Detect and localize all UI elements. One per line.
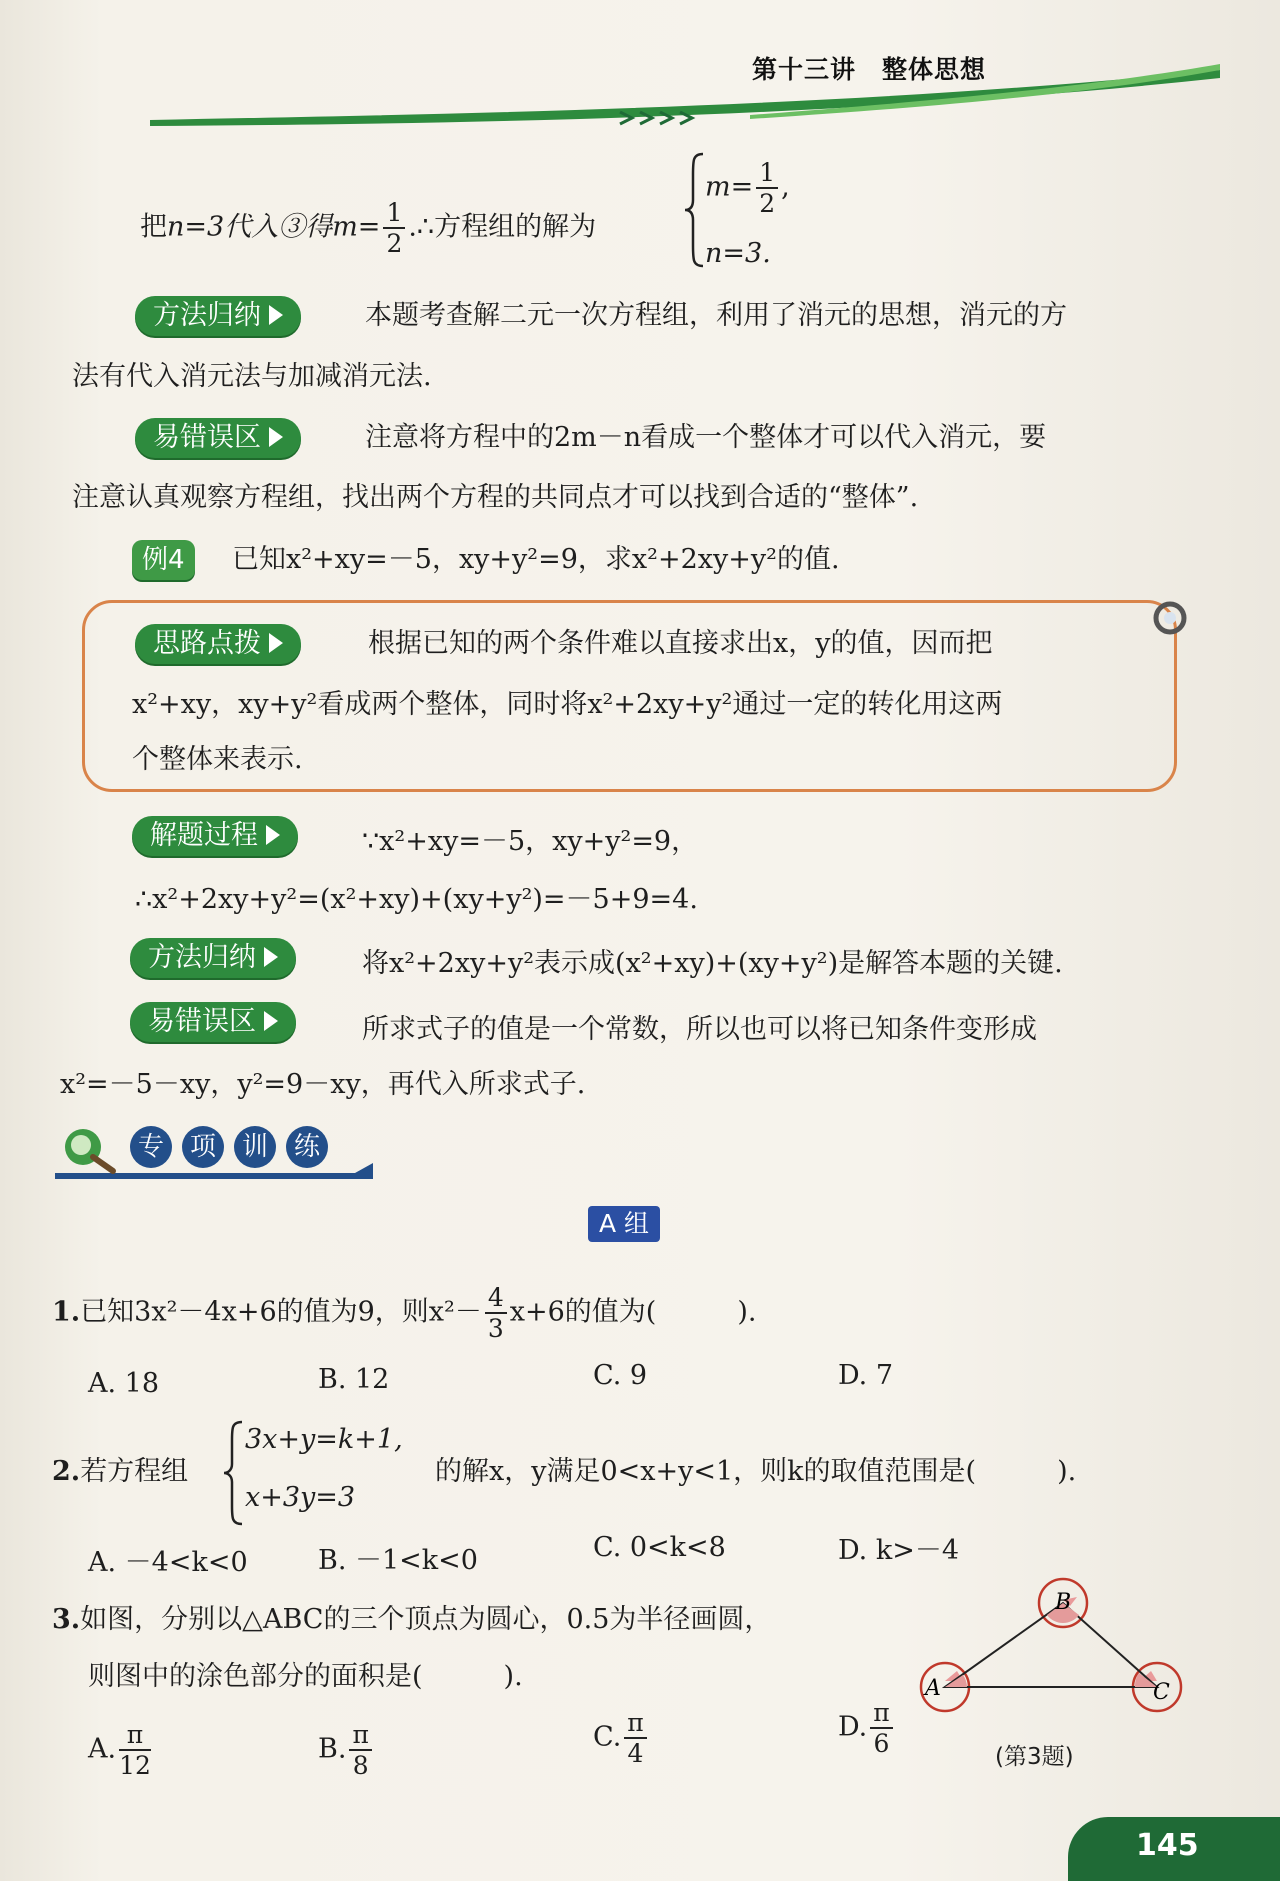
- error-text: 注意认真观察方程组，找出两个方程的共同点才可以找到合适的“整体”.: [72, 482, 919, 513]
- thinking-text: 根据已知的两个条件难以直接求出x，y的值，因而把: [368, 628, 993, 659]
- solving-text: ∵x²+xy=－5，xy+y²=9，: [362, 826, 699, 857]
- error-zone-tag: 易错误区: [130, 1002, 296, 1042]
- choice-c[interactable]: C. $\frac{\pi}{4}$: [593, 1710, 650, 1766]
- solving-process-tag: 解题过程: [132, 816, 298, 856]
- error-zone-tag: 易错误区: [135, 418, 301, 458]
- choice-c[interactable]: C. 9: [593, 1360, 648, 1391]
- banner-char: 练: [286, 1126, 328, 1168]
- question-1: 1.已知3x²－4x+6的值为9，则x²－ $\frac{4}{3}$ x+6的值为( ).: [52, 1283, 757, 1343]
- vertex-label-c: C: [1153, 1680, 1170, 1705]
- system-brace: [222, 1418, 246, 1528]
- thinking-text: 个整体来表示.: [132, 744, 303, 775]
- method-text: 法有代入消元法与加减消元法.: [72, 361, 432, 392]
- triangle-figure: [915, 1575, 1185, 1735]
- error-text: 注意将方程中的2m－n看成一个整体才可以代入消元，要: [365, 422, 1047, 453]
- solution-line: 把n=3代入③得m= $\frac{1}{2}$ .∴方程组的解为: [140, 198, 597, 258]
- question-2-suffix: 的解x，y满足0<x+y<1，则k的取值范围是( ).: [435, 1456, 1077, 1487]
- method-summary-tag: 方法归纳: [130, 938, 296, 978]
- example-tag: 例4: [132, 540, 195, 580]
- system-brace: [683, 150, 707, 270]
- choice-a[interactable]: A. 18: [88, 1368, 160, 1399]
- vertex-label-b: B: [1055, 1590, 1072, 1615]
- question-2-prefix: 2.若方程组: [52, 1456, 189, 1487]
- method-text: 将x²+2xy+y²表示成(x²+xy)+(xy+y²)是解答本题的关键.: [362, 948, 1063, 979]
- figure-caption: (第3题): [995, 1744, 1074, 1770]
- banner-char: 项: [182, 1126, 224, 1168]
- play-arrow-icon: [264, 1011, 278, 1031]
- solution-m: m= $\frac{1}{2}$ ,: [705, 158, 790, 218]
- solving-text: ∴x²+2xy+y²=(x²+xy)+(xy+y²)=－5+9=4.: [135, 884, 698, 915]
- play-arrow-icon: [269, 427, 283, 447]
- choice-c[interactable]: C. 0<k<8: [593, 1532, 726, 1563]
- question-3-line2: 则图中的涂色部分的面积是( ).: [88, 1661, 523, 1692]
- banner-char: 训: [234, 1126, 276, 1168]
- choice-b[interactable]: B. 12: [318, 1364, 390, 1395]
- play-arrow-icon: [264, 947, 278, 967]
- play-arrow-icon: [266, 825, 280, 845]
- thinking-tag: 思路点拨: [135, 624, 301, 664]
- group-label: A 组: [588, 1206, 660, 1242]
- error-text: 所求式子的值是一个常数，所以也可以将已知条件变形成: [362, 1014, 1037, 1045]
- choice-b[interactable]: B. $\frac{\pi}{8}$: [318, 1722, 375, 1778]
- vertex-label-a: A: [925, 1676, 941, 1701]
- choice-d[interactable]: D. 7: [838, 1360, 894, 1391]
- choice-d[interactable]: D. $\frac{\pi}{6}$: [838, 1700, 896, 1756]
- page-number: 145: [1068, 1817, 1280, 1881]
- thinking-text: x²+xy，xy+y²看成两个整体，同时将x²+2xy+y²通过一定的转化用这两: [132, 689, 1003, 720]
- banner-char: 专: [130, 1126, 172, 1168]
- choice-d[interactable]: D. k>－4: [838, 1535, 960, 1566]
- equation-2: x+3y=3: [245, 1482, 356, 1513]
- question-3-line1: 3.如图，分别以△ABC的三个顶点为圆心，0.5为半径画圆，: [52, 1604, 772, 1635]
- chapter-title: 第十三讲 整体思想: [752, 55, 987, 84]
- header-swoosh: [150, 40, 1220, 130]
- choice-b[interactable]: B. －1<k<0: [318, 1545, 478, 1576]
- solution-n: n=3.: [705, 238, 771, 269]
- choice-a[interactable]: A. －4<k<0: [88, 1547, 248, 1578]
- special-training-title: [130, 1126, 370, 1170]
- play-arrow-icon: [269, 633, 283, 653]
- example-text: 已知x²+xy=－5，xy+y²=9，求x²+2xy+y²的值.: [232, 544, 840, 575]
- equation-1: 3x+y=k+1,: [245, 1424, 403, 1455]
- method-text: 本题考查解二元一次方程组，利用了消元的思想，消元的方: [365, 300, 1067, 331]
- paperclip-icon: [1150, 598, 1190, 638]
- fraction-half: $\frac{1}{2}$: [383, 200, 405, 256]
- play-arrow-icon: [269, 305, 283, 325]
- error-text: x²=－5－xy，y²=9－xy，再代入所求式子.: [60, 1069, 586, 1100]
- choice-a[interactable]: A. $\frac{\pi}{12}$: [88, 1720, 151, 1780]
- method-summary-tag: 方法归纳: [135, 296, 301, 336]
